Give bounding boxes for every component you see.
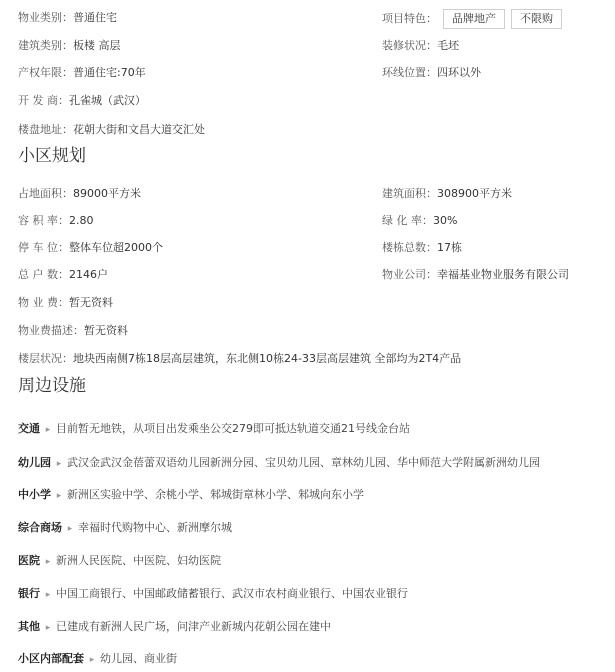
decoration-label: 装修状况： [382,39,437,52]
developer-label: 开 发 商： [18,94,69,107]
plot-ratio-value: 2.80 [69,214,94,227]
property-type-row [18,9,117,27]
mgmt-company-value: 幸福基业物业服务有限公司 [437,268,569,281]
building-type-value: 板楼 高层 [73,39,121,52]
ring-row [382,64,481,82]
floor-row [18,350,461,368]
planning-title: 小区规划 [18,146,86,166]
developer-value: 孔雀城（武汉） [69,94,146,107]
area-value: 89000平方米 [73,187,141,200]
building-type-row [18,37,121,55]
facility-value: 目前暂无地铁，从项目出发乘坐公交279即可抵达轨道交通21号线金台站 [56,422,410,435]
term-row [18,64,146,82]
facility-row-mall [18,519,232,537]
green-label: 绿 化 率： [382,214,433,227]
facility-row-hospital [18,552,221,570]
arrow-icon: ▸ [45,425,51,435]
build-area-value: 308900平方米 [437,187,512,200]
facility-row-kindergarten [18,454,540,472]
facility-row-other [18,618,331,636]
arrow-icon: ▸ [56,491,62,501]
arrow-icon: ▸ [56,459,62,469]
area-label: 占地面积： [18,187,73,200]
facility-name: 幼儿园 [18,456,51,469]
parking-row [18,239,163,257]
green-row [382,212,457,230]
floor-value: 地块西南侧7栋18层高层建筑，东北侧10栋24-33层高层建筑 全部均为2T4产品 [73,352,462,365]
fee-desc-row [18,322,128,340]
facility-row-bank [18,585,408,603]
facility-name: 综合商场 [18,521,62,534]
decoration-row [382,37,459,55]
buildings-label: 楼栋总数： [382,241,437,254]
facility-name: 中小学 [18,488,51,501]
property-type-label: 物业类别： [18,11,73,24]
facility-value: 新洲区实验中学、余桃小学、邾城街章林小学、邾城向东小学 [67,488,364,501]
plot-ratio-row [18,212,94,230]
facility-name: 交通 [18,422,40,435]
mgmt-company-label: 物业公司： [382,268,437,281]
fee-label: 物 业 费： [18,296,69,309]
parking-value: 整体车位超2000个 [69,241,163,254]
address-row [18,121,205,139]
arrow-icon: ▸ [45,590,51,600]
area-row [18,185,141,203]
facility-row-school [18,486,364,504]
build-area-label: 建筑面积： [382,187,437,200]
arrow-icon: ▸ [67,524,73,534]
facilities-title: 周边设施 [18,376,86,396]
facility-name: 医院 [18,554,40,567]
building-type-label: 建筑类别： [18,39,73,52]
facility-value: 幸福时代购物中心、新洲摩尔城 [78,521,232,534]
facility-row-internal [18,650,177,668]
facility-name: 银行 [18,587,40,600]
arrow-icon: ▸ [45,623,51,633]
floor-label: 楼层状况： [18,352,73,365]
ring-label: 环线位置： [382,66,437,79]
fee-desc-value: 暂无资料 [84,324,128,337]
ring-value: 四环以外 [437,66,481,79]
term-label: 产权年限： [18,66,73,79]
address-value: 花朝大街和文昌大道交汇处 [73,123,205,136]
facility-value: 已建成有新洲人民广场，问津产业新城内花朝公园在建中 [56,620,331,633]
features-row [382,9,562,27]
fee-desc-label: 物业费描述： [18,324,84,337]
features-label: 项目特色： [382,12,437,25]
households-row [18,266,108,284]
address-label: 楼盘地址： [18,123,73,136]
buildings-row [382,239,462,257]
facility-name: 其他 [18,620,40,633]
developer-row [18,92,146,110]
term-value: 普通住宅:70年 [73,66,146,79]
facility-name: 小区内部配套 [18,652,84,665]
households-value: 2146户 [69,268,108,281]
mgmt-company-row [382,266,569,284]
green-value: 30% [433,214,458,227]
arrow-icon: ▸ [45,557,51,567]
facility-row-traffic [18,420,410,438]
property-type-value: 普通住宅 [73,11,117,24]
facility-value: 幼儿园、商业街 [100,652,177,665]
decoration-value: 毛坯 [437,39,459,52]
buildings-value: 17栋 [437,241,462,254]
facility-value: 中国工商银行、中国邮政储蓄银行、武汉市农村商业银行、中国农业银行 [56,587,408,600]
feature-tag-brand[interactable]: 品牌地产 [443,9,505,29]
arrow-icon: ▸ [89,655,95,665]
build-area-row [382,185,512,203]
parking-label: 停 车 位： [18,241,69,254]
households-label: 总 户 数： [18,268,69,281]
feature-tag-unlimited[interactable]: 不限购 [511,9,562,29]
facility-value: 武汉金武汉金蓓蕾双语幼儿园新洲分园、宝贝幼儿园、章林幼儿园、华中师范大学附属新洲幼儿园 [67,456,540,469]
plot-ratio-label: 容 积 率： [18,214,69,227]
fee-row [18,294,113,312]
fee-value: 暂无资料 [69,296,113,309]
facility-value: 新洲人民医院、中医院、妇幼医院 [56,554,221,567]
